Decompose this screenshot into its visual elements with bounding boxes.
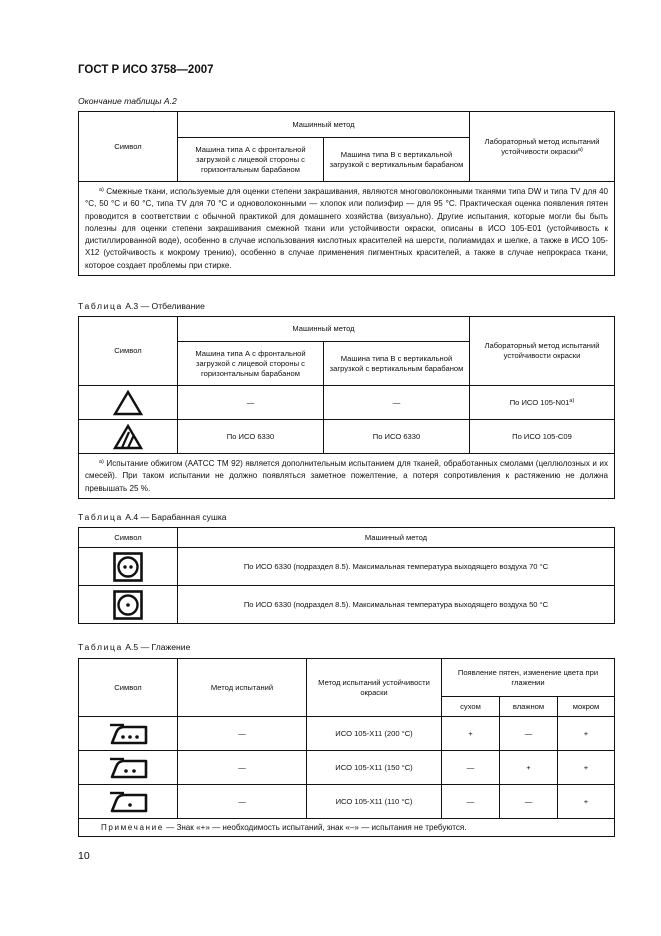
bleach-non-chlorine-triangle-icon	[79, 420, 178, 454]
header-lab-method: Лабораторный метод испытаний устойчивости окраски	[470, 317, 615, 386]
header-symbol: Символ	[79, 112, 178, 182]
header-machine-method: Машинный метод	[178, 528, 615, 548]
table-row: — ИСО 105-Х11 (200 °С) + — +	[79, 717, 615, 751]
table-a2	[78, 111, 615, 276]
header-symbol: Символ	[79, 659, 178, 717]
header-machine-a: Машина типа А с фронтальной загрузкой с лицевой стороны с горизонтальным барабаном	[178, 342, 324, 386]
iron-medium-icon	[79, 751, 178, 785]
header-machine-method: Машинный метод	[178, 317, 470, 342]
header-dry: сухом	[442, 697, 500, 717]
header-wet: мокром	[558, 697, 615, 717]
table-row: — ИСО 105-Х11 (150 °С) — + +	[79, 751, 615, 785]
header-fastness-method: Метод испытаний устойчивости окраски	[307, 659, 442, 717]
table-a4	[78, 527, 615, 624]
header-symbol: Символ	[79, 317, 178, 386]
table-a5	[78, 658, 615, 837]
header-symbol: Символ	[79, 528, 178, 548]
table-a3-caption: Таблица А.3 — Отбеливание	[78, 301, 205, 311]
table-row: По ИСО 6330 (подраздел 8.5). Максимальная температура выходящего воздуха 70 °С	[79, 548, 615, 586]
document-header: ГОСТ Р ИСО 3758—2007	[78, 64, 214, 76]
table-a5-caption: Таблица А.5 — Глажение	[78, 642, 191, 652]
header-machine-b: Машина типа В с вертикальной загрузкой с вертикальным барабаном	[324, 342, 470, 386]
iron-high-icon	[79, 717, 178, 751]
table-a5-note: Примечание — Знак «+» — необходимость испытаний, знак «–» — испытания не требуются.	[79, 819, 615, 837]
table-row: — — По ИСО $105-N01^{а)}$	[79, 386, 615, 420]
table-a4-caption: Таблица А.4 — Барабанная сушка	[78, 512, 227, 522]
tumble-dry-low-icon	[79, 586, 178, 624]
tumble-dry-normal-icon	[79, 548, 178, 586]
table-a3-footnote: $^{а)}$ Испытание обжигом (ААТСС ТМ 92) является дополнительным испытанием для тканей, обработанных смолами (целлюлозных и их смесей). При таком испытании не должно появляться заметное пожелтение, а потеря сопротивления к растяжению не должна превышать 25 %.	[79, 454, 615, 499]
table-row: — ИСО 105-Х11 (110 °С) — — +	[79, 785, 615, 819]
header-test-method: Метод испытаний	[178, 659, 307, 717]
table-a2-footnote: $^{а)}$ Смежные ткани, используемые для оценки степени закрашивания, являются многоволоконными тканями типа DW и типа TV для 40 °С, 50 °С и 60 °С, типа TV для 70 °С и одноволоконными — хлопок или полиэфир — для 95 °С. Практическая оценка появления пятен проводится в соответствии с обычной практикой для домашнего хозяйства (визуально). Другие испытания, которые могли бы быть полезны для оценки степени закрашивания смежной ткани или устойчивости окраски, описаны в ИСО 105-Е01 (устойчивость к дистиллированной воде), особенно в случае использования кислотных красителей на шерсти, полиамидах и шелке, а также в ИСО 105-Х12 (устойчивость к мокрому трению), особенно в случае применения пигментных красителей, а также в случае непрокраса ткани, которое создает проблемы при стирке.	[79, 182, 615, 276]
table-a3	[78, 316, 615, 499]
bleach-any-triangle-icon	[79, 386, 178, 420]
header-machine-method: Машинный метод	[178, 112, 470, 138]
table-row: По ИСО 6330 По ИСО 6330 По ИСО 105-С09	[79, 420, 615, 454]
table-a2-caption: Окончание таблицы А.2	[78, 96, 177, 106]
header-damp: влажном	[500, 697, 558, 717]
header-machine-a: Машина типа А с фронтальной загрузкой с лицевой стороны с горизонтальным барабаном	[178, 138, 324, 182]
page-number: 10	[78, 850, 90, 862]
table-row: По ИСО 6330 (подраздел 8.5). Максимальная температура выходящего воздуха 50 °С	[79, 586, 615, 624]
header-machine-b: Машина типа В с вертикальной загрузкой с вертикальным барабаном	[324, 138, 470, 182]
header-stains: Появление пятен, изменение цвета при глажении	[442, 659, 615, 697]
header-lab-method: Лабораторный метод испытаний устойчивости окраски$^{а)}$	[470, 112, 615, 182]
iron-low-icon	[79, 785, 178, 819]
